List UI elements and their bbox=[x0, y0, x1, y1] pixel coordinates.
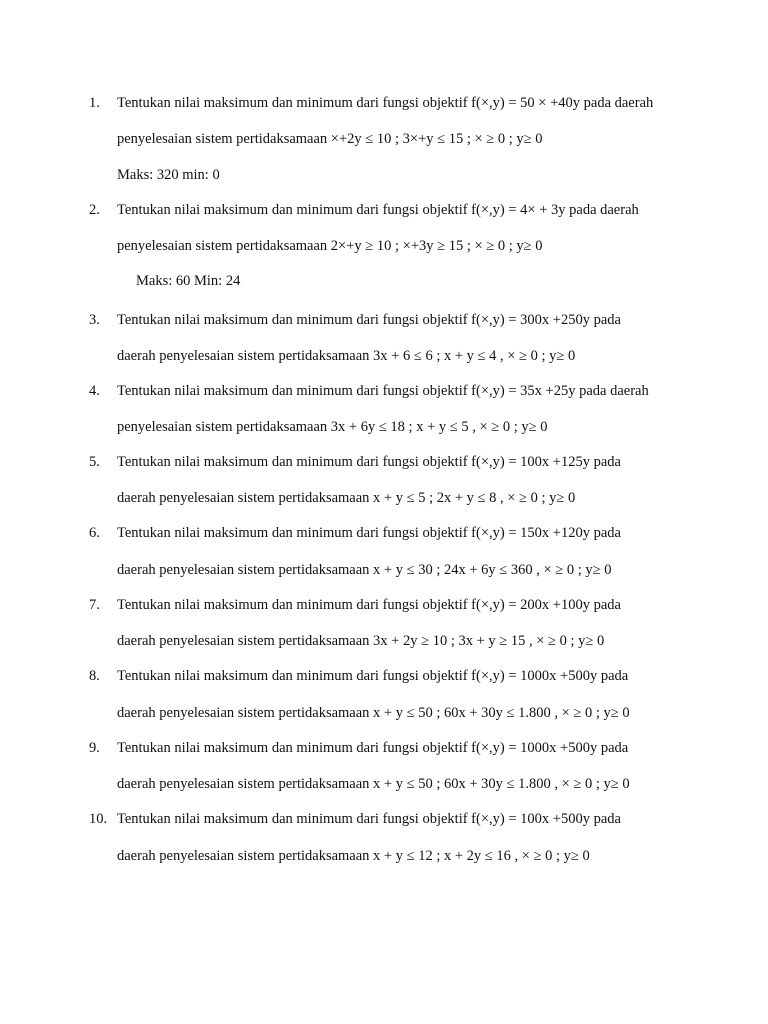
item-question-line2: penyelesaian sistem pertidaksamaan 2×+y ≥ 10 ; ×+3y ≥ 15 ; × ≥ 0 ; y≥ 0 bbox=[117, 238, 543, 254]
item-question-line1: Tentukan nilai maksimum dan minimum dari fungsi objektif f(×,y) = 1000x +500y pada bbox=[117, 740, 629, 756]
item-number: 2. bbox=[89, 202, 100, 218]
item-question-line1: Tentukan nilai maksimum dan minimum dari fungsi objektif f(×,y) = 300x +250y pada bbox=[117, 312, 621, 328]
item-question-line2: daerah penyelesaian sistem pertidaksamaan 3x + 2y ≥ 10 ; 3x + y ≥ 15 , × ≥ 0 ; y≥ 0 bbox=[117, 633, 605, 649]
item-question-line1: Tentukan nilai maksimum dan minimum dari fungsi objektif f(×,y) = 4× + 3y pada daerah bbox=[117, 202, 639, 218]
item-number: 8. bbox=[89, 668, 100, 684]
item-question-line2: penyelesaian sistem pertidaksamaan 3x + 6y ≤ 18 ; x + y ≤ 5 , × ≥ 0 ; y≥ 0 bbox=[117, 419, 548, 435]
item-question-line1: Tentukan nilai maksimum dan minimum dari fungsi objektif f(×,y) = 150x +120y pada bbox=[117, 525, 621, 541]
item-number: 9. bbox=[89, 740, 100, 756]
item-question-line1: Tentukan nilai maksimum dan minimum dari fungsi objektif f(×,y) = 1000x +500y pada bbox=[117, 668, 629, 684]
item-number: 3. bbox=[89, 312, 100, 328]
item-question-line2: daerah penyelesaian sistem pertidaksamaan x + y ≤ 12 ; x + 2y ≤ 16 , × ≥ 0 ; y≥ 0 bbox=[117, 848, 590, 864]
item-question-line2: daerah penyelesaian sistem pertidaksamaan x + y ≤ 5 ; 2x + y ≤ 8 , × ≥ 0 ; y≥ 0 bbox=[117, 490, 576, 506]
item-question-line2: penyelesaian sistem pertidaksamaan ×+2y ≤ 10 ; 3×+y ≤ 15 ; × ≥ 0 ; y≥ 0 bbox=[117, 131, 543, 147]
item-question-line2: daerah penyelesaian sistem pertidaksamaan x + y ≤ 50 ; 60x + 30y ≤ 1.800 , × ≥ 0 ; y≥ 0 bbox=[117, 776, 630, 792]
item-question-line2: daerah penyelesaian sistem pertidaksamaan x + y ≤ 50 ; 60x + 30y ≤ 1.800 , × ≥ 0 ; y≥ 0 bbox=[117, 705, 630, 721]
item-number: 4. bbox=[89, 383, 100, 399]
item-number: 10. bbox=[89, 811, 108, 827]
item-number: 1. bbox=[89, 95, 100, 111]
item-question-line1: Tentukan nilai maksimum dan minimum dari fungsi objektif f(×,y) = 100x +125y pada bbox=[117, 454, 621, 470]
item-question-line1: Tentukan nilai maksimum dan minimum dari fungsi objektif f(×,y) = 200x +100y pada bbox=[117, 597, 621, 613]
item-question-line2: daerah penyelesaian sistem pertidaksamaan 3x + 6 ≤ 6 ; x + y ≤ 4 , × ≥ 0 ; y≥ 0 bbox=[117, 348, 576, 364]
item-question-line1: Tentukan nilai maksimum dan minimum dari fungsi objektif f(×,y) = 100x +500y pada bbox=[117, 811, 621, 827]
item-number: 6. bbox=[89, 525, 100, 541]
item-number: 7. bbox=[89, 597, 100, 613]
item-answer: Maks: 320 min: 0 bbox=[117, 167, 220, 183]
item-question-line2: daerah penyelesaian sistem pertidaksamaan x + y ≤ 30 ; 24x + 6y ≤ 360 , × ≥ 0 ; y≥ 0 bbox=[117, 562, 612, 578]
item-question-line1: Tentukan nilai maksimum dan minimum dari fungsi objektif f(×,y) = 35x +25y pada daerah bbox=[117, 383, 649, 399]
item-answer: Maks: 60 Min: 24 bbox=[136, 273, 241, 289]
item-question-line1: Tentukan nilai maksimum dan minimum dari fungsi objektif f(×,y) = 50 × +40y pada daerah bbox=[117, 95, 654, 111]
item-number: 5. bbox=[89, 454, 100, 470]
